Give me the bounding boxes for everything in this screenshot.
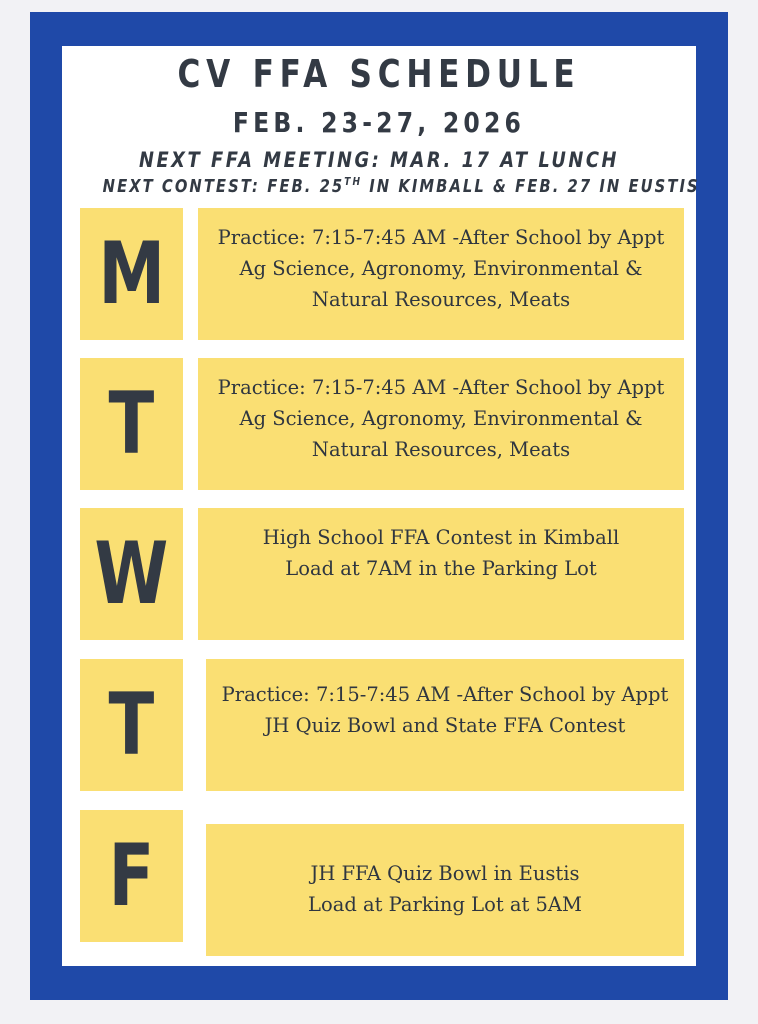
day-letter-friday <box>80 810 183 942</box>
day-details-thursday <box>206 659 684 791</box>
schedule-title: CV FFA SCHEDULE <box>177 52 581 96</box>
detail-line: Practice: 7:15-7:45 AM -After School by Appt <box>217 226 665 249</box>
detail-line: Ag Science, Agronomy, Environmental & <box>239 407 643 430</box>
detail-line: High School FFA Contest in Kimball <box>262 526 620 549</box>
detail-line: Natural Resources, Meats <box>311 438 571 461</box>
day-details-monday <box>198 208 684 340</box>
detail-line: Practice: 7:15-7:45 AM -After School by Appt <box>221 683 669 706</box>
day-letter: F <box>108 826 155 926</box>
detail-line: Ag Science, Agronomy, Environmental & <box>239 257 643 280</box>
next-contest <box>102 175 700 197</box>
day-letter-tuesday <box>80 358 183 490</box>
day-letter-monday <box>80 208 183 340</box>
detail-line: JH FFA Quiz Bowl in Eustis <box>310 862 580 885</box>
schedule-dates: FEB. 23-27, 2026 <box>232 106 526 139</box>
next-contest-prefix: NEXT CONTEST: FEB. 25 <box>102 176 345 197</box>
schedule-sheet <box>62 46 700 966</box>
day-details-wednesday <box>198 508 684 640</box>
day-details-friday <box>206 824 684 956</box>
next-contest-ordinal: TH <box>344 175 363 188</box>
day-letter-wednesday <box>80 508 183 640</box>
detail-line: Load at 7AM in the Parking Lot <box>285 557 597 580</box>
detail-line: Natural Resources, Meats <box>311 288 571 311</box>
day-letter-thursday <box>80 659 183 791</box>
day-letter: T <box>108 675 155 775</box>
day-details-tuesday <box>198 358 684 490</box>
day-letter: W <box>94 524 169 624</box>
next-meeting: NEXT FFA MEETING: MAR. 17 AT LUNCH <box>138 148 620 172</box>
day-letter: T <box>108 374 155 474</box>
detail-line: JH Quiz Bowl and State FFA Contest <box>264 714 626 737</box>
detail-line: Practice: 7:15-7:45 AM -After School by Appt <box>217 376 665 399</box>
schedule-border <box>30 12 728 1000</box>
day-letter: M <box>98 224 165 324</box>
detail-line: Load at Parking Lot at 5AM <box>308 893 582 916</box>
next-contest-suffix: IN KIMBALL & FEB. 27 IN EUSTIS <box>362 176 700 197</box>
